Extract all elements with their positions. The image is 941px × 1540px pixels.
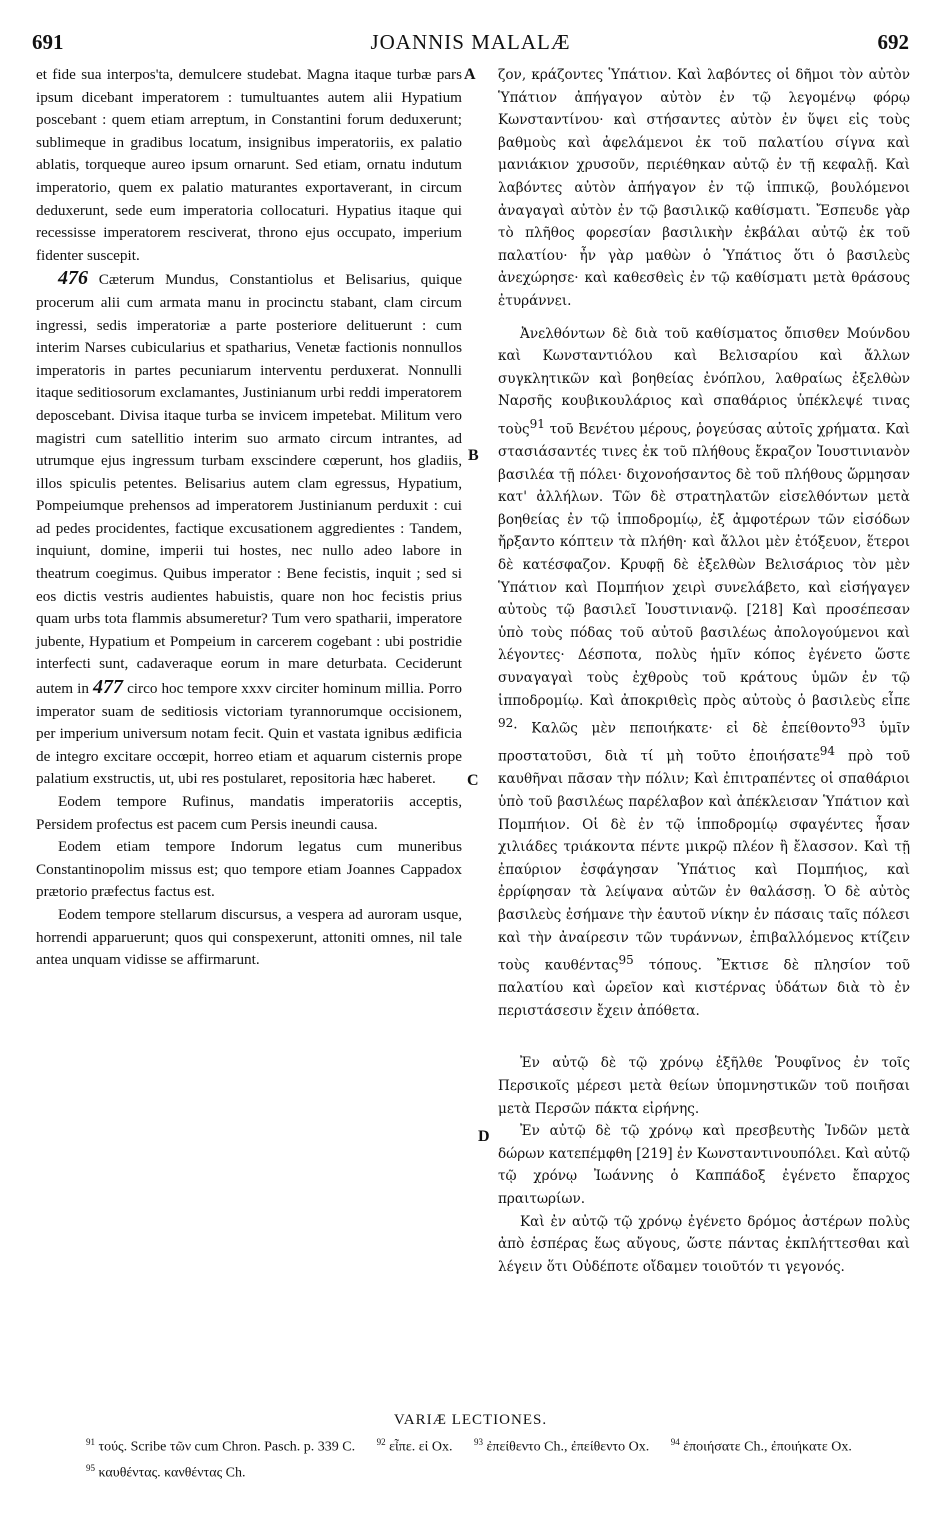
page-number-right: 692 bbox=[877, 30, 909, 54]
page-header bbox=[32, 30, 909, 56]
greek-paragraph: Ἐν αὐτῷ δὲ τῷ χρόνῳ ἐξῆλθε Ῥουφῖνος ἐν τοῖς Περσικοῖς μέρεσι μετὰ θείων ὑπομνηστικῶν τοῦ ποιῆσαι μετὰ Περσῶν πάκτα εἰρήνης. bbox=[498, 1055, 910, 1117]
latin-text: circo hoc tempore xxxv circiter hominum millia. Porro imperator suam de seditiosis victoriam tyrannorumque occisionem, per imperium universum notam fecit. Quin et vastata ignibus ædificia de integro excitare occœpit, horreo etiam et aquarum cisternis prope palatium exstructis, ut, ubi res postularet, repositoria hæc haberet. bbox=[36, 680, 462, 788]
greek-paragraph: Καὶ ἐν αὐτῷ τῷ χρόνῳ ἐγένετο δρόμος ἀστέρων πολὺς ἀπὸ ἑσπέρας ἕως αὔγους, ὥστε πάντας ἐκπλήττεσθαι καὶ λέγειν ὅτι Οὐδέποτε οἴδαμεν τοιοῦτόν τι γεγονός. bbox=[498, 1213, 910, 1275]
greek-column bbox=[498, 64, 910, 1278]
greek-paragraph: Ἐν αὐτῷ δὲ τῷ χρόνῳ καὶ πρεσβευτὴς Ἰνδῶν μετὰ δώρων κατεπέμφθη [219] ἐν Κωνσταντινουπόλει. Καὶ αὐτῷ τῷ χρόνῳ Ἰωάννης ὁ Καππάδοξ ἐγένετο ἔπαρχος πραιτωρίων. bbox=[498, 1123, 910, 1208]
latin-paragraph: et fide sua interpos'ta, demulcere studebat. Magna itaque turbæ pars ipsum dicebant imperatorem : tumultuantes autem alii Hypatium poscebant : quem etiam arreptum, in Constantini forum deduxerunt; sublimeque in gradibus locatum, insignibus imperatoriis, ex palatio ablatis, torqueque aureo ipsum ornarunt. Sed etiam, ornatu indutum imperatorio, quem ex palatio maturantes exportaverant, in circum deduxerunt, sede eum imperatoria collocaturi. Hypatius itaque qui recessisse imperatorem resciverat, throno ejus occupato, imperium fidenter suscepit. bbox=[36, 66, 462, 264]
footnote: $^{94}$ ἐποιήσατε Ch., ἐποιήκατε Ox. bbox=[670, 1437, 852, 1455]
margin-mark-b: B bbox=[468, 447, 479, 464]
latin-paragraph: Eodem tempore stellarum discursus, a vespera ad auroram usque, horrendi apparuerunt; quos qui conspexerunt, attoniti omnes, nil tale antea unquam vidisse se affirmarunt. bbox=[36, 905, 462, 969]
latin-text: Cæterum Mundus, Constantiolus et Belisarius, quique procerum alii cum armata manu in procinctu stabant, clam circum ingressi, sedis imperatoriæ a parte posteriore delituerunt : cum interim Narses cubicularius et spatharius, Venetæ factionis nonnullos imperatoris in partes pecuniarum interventu perduxerat. Nonnulli itaque seditiosorum exclamantes, Justinianum urbi reddi imperatorem deposcebant. Divisa itaque turba se invicem impetebat. Militum vero magistri cum satellitio interim suo armato circum intrantes, ad utrumque ejus ingressum turbam exscindere cœperunt, hos gladiis, illos spiculis petentes. Belisarius autem clam egressus, Hypatium, Pompeiumque prehensos ad imperatorem Justinianum perduxit : cui ad pedes procidentes, factique excusationem aggredientes : Tandem, inquiunt, domine, imperii tui hostes, nec nullo adeo labore in theatrum coegimus. Quibus imperator : Bene fecistis, inquit ; sed si eos dictis vestris audientes habuistis, quare non hoc fecistis prius quam urbs tota flammis absumeretur? Tum vero spatharii, imperatore jubente, Hypatium et Pompeium in carcerem cogebant : ubi postridie interfecti sunt, cadaveraque eorum in mare deturbata. Ceciderunt autem in bbox=[36, 271, 462, 698]
running-title: JOANNIS MALALÆ bbox=[370, 30, 571, 54]
marginal-number: 476 bbox=[58, 267, 88, 290]
latin-paragraph bbox=[36, 267, 462, 791]
greek-paragraph: ζον, κράζοντες Ὑπάτιον. Καὶ λαβόντες οἱ δῆμοι τὸν αὐτὸν Ὑπάτιον ἀπήγαγον αὐτὸν ἐν τῷ λεγομένῳ φόρῳ Κωνσταντίνου· καὶ στήσαντες αὐτὸν ἐν ὕψει εἰς τοὺς βαθμοὺς καὶ ἀφελάμενοι ἐκ τοῦ παλατίου σίγνα καὶ μανιάκιον χρυσοῦν, περιέθηκαν αὐτῷ ἐν τῇ κεφαλῇ. Καὶ λαβόντες αὐτὸν ἀπήγαγον ἐν τῷ ἱππικῷ, βουλόμενοι ἀναγαγαὶ αὐτὸν ἐν τῷ βασιλικῷ καθίσματι. Ἔσπευδε γὰρ τὸ πλῆθος φορεσίαν βασιλικὴν ἐκβάλαι αὐτῷ ἐκ τοῦ παλατίου· ἦν γὰρ μαθὼν ὁ Ὑπάτιος ὅτι ὁ βασιλεὺς ἀνεχώρησε· καὶ καθεσθεὶς ἐν τῷ καθίσματι μετὰ θράσους ἐτυράννει. bbox=[498, 67, 910, 309]
marginal-number: 477 bbox=[93, 676, 124, 699]
footnote: $^{93}$ ἐπείθεντο Ch., ἐπείθεντο Ox. bbox=[474, 1437, 650, 1455]
margin-mark-c: C bbox=[467, 772, 479, 789]
latin-paragraph: Eodem etiam tempore Indorum legatus cum muneribus Constantinopolim missus est; quo tempore etiam Joannes Cappadox prætorio præfectus factus est. bbox=[36, 838, 462, 901]
page-number-left: 691 bbox=[32, 30, 64, 54]
footnotes bbox=[86, 1432, 911, 1483]
greek-paragraph: Ἀνελθόντων δὲ διὰ τοῦ καθίσματος ὄπισθεν Μούνδου καὶ Κωνσταντιόλου καὶ Βελισαρίου καὶ ἄλλων συγκλητικῶν καὶ βοηθείας ἐνόπλου, λαθραίως ἐξελθὼν Ναρσῆς κουβικουλάριος καὶ σπαθάριος ὑπέκλεψέ τινας τοὺς$^{91}$ τοῦ Βενέτου μέρους, ῥογεύσας αὐτοῖς χρήματα. Καὶ στασιάσαντές τινες ἐκ τοῦ πλήθους ἔκραζον Ἰουστινιανὸν βασιλέα τῇ πόλει· διχονοήσαντος δὲ τοῦ πλήθους ὥρμησαν κατ' ἀλλήλων. Τῶν δὲ στρατηλατῶν εἰσελθόντων μετὰ βοηθείας ἐν τῷ ἱπποδρομίῳ, ἐξ ἀμφοτέρων τῶν εἰσόδων ἤρξαντο κόπτειν τὰ πλήθη· καὶ ἄλλοι μὲν ἐτόξευον, ἕτεροι δὲ κατέσφαζον. Κρυφῇ δὲ ἐξελθὼν Βελισάριος τὸν μὲν Ὑπάτιον καὶ Πομπήιον χειρὶ συνελάβετο, καὶ εἰσήγαγεν αὐτοὺς τῷ βασιλεῖ Ἰουστινιανῷ. [218] Καὶ προσέπεσαν ὑπὸ τοὺς πόδας τοῦ αὐτοῦ βασιλέως ἀπολογούμενοι καὶ λέγοντες· Δέσποτα, πολὺς ἡμῖν κόπος ἐγένετο ὥστε συναγαγαὶ τοὺς ἐχθροὺς τοῦ κράτους ὑμῶν ἐν τῷ ἱπποδρομίῳ. Καὶ ἀποκριθεὶς πρὸς αὐτοὺς ὁ βασιλεὺς εἶπε $^{92}$· Καλῶς μὲν πεποιήκατε· εἰ δὲ ἐπείθοντο$^{93}$ ὑμῖν προστατοῦσι, διὰ τί μὴ τοῦτο ἐποιήσατε$^{94}$ πρὸ τοῦ καυθῆναι πᾶσαν τὴν πόλιν; Καὶ ἐπιτραπέντες οἱ σπαθάριοι ὑπὸ τοῦ βασιλέως παρέλαβον καὶ ἀπέκλεισαν Ὑπάτιον καὶ Πομπήιον. Οἱ δὲ ἐν τῷ ἱπποδρομίῳ σφαγέντες ἦσαν χιλιάδες τριάκοντα πέντε μικρῷ πλέον ἢ ἔλασσον. Καὶ τῇ ἐπαύριον ἐσφάγησαν Ὑπάτιος καὶ Πομπήιος, καὶ ἐρρίφησαν τὰ λείψανα αὐτῶν ἐν θαλάσσῃ. Ὁ δὲ αὐτὸς βασιλεὺς ἐσήμανε τὴν ἑαυτοῦ νίκην ἐν πάσαις ταῖς πόλεσι καὶ τὴν ἀναίρεσιν τῶν τυράννων, ἐπιβαλλόμενος κτίζειν τοὺς καυθέντας$^{95}$ τόπους. Ἔκτισε δὲ πλησίον τοῦ παλατίου καὶ ὡρεῖον καὶ κιστέρνας ὑδάτων διὰ τὸ ἐν περιστάσεσιν ἔχειν ἀπόθετα. bbox=[498, 325, 911, 1019]
variae-lectiones-title: VARIÆ LECTIONES. bbox=[393, 1412, 548, 1428]
footnote: $^{95}$ καυθέντας. κανθέντας Ch. bbox=[86, 1462, 246, 1481]
footnote: $^{91}$ τούς. Scribe τῶν cum Chron. Pasch. p. 339 C. bbox=[86, 1437, 356, 1455]
latin-paragraph: Eodem tempore Rufinus, mandatis imperatoriis acceptis, Persidem profectus est pacem cum Persis ineundi causa. bbox=[36, 793, 462, 833]
margin-mark-d: D bbox=[478, 1128, 490, 1145]
footnote: $^{92}$ εἶπε. εἰ Ox. bbox=[376, 1437, 453, 1455]
latin-column bbox=[36, 64, 462, 972]
margin-mark-a: A bbox=[464, 66, 476, 83]
